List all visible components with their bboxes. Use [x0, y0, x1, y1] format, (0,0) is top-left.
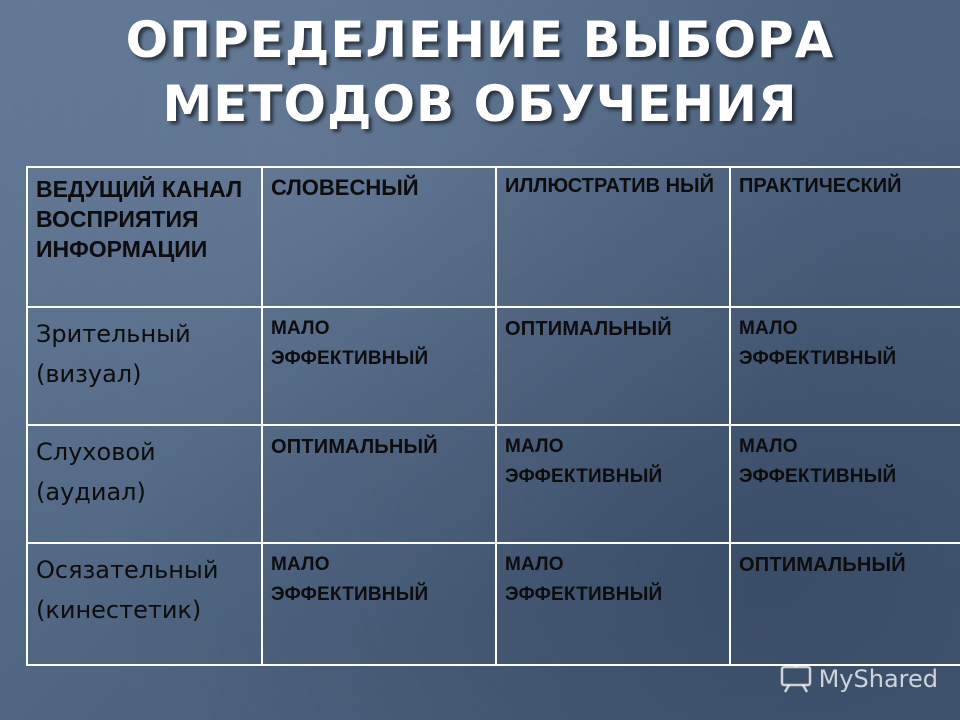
value-cell: ОПТИМАЛЬНЫЙ — [730, 543, 960, 665]
title-line-1: ОПРЕДЕЛЕНИЕ ВЫБОРА — [125, 11, 835, 69]
header-cell-illustrative: ИЛЛЮСТРАТИВ НЫЙ — [496, 167, 730, 307]
title-line-2: МЕТОДОВ ОБУЧЕНИЯ — [162, 75, 798, 133]
header-cell-channel: ВЕДУЩИЙ КАНАЛ ВОСПРИЯТИЯ ИНФОРМАЦИИ — [27, 167, 262, 307]
slide-title — [0, 8, 960, 136]
watermark-text: MyShared — [818, 665, 938, 693]
channel-cell: Осязательный (кинестетик) — [27, 543, 262, 665]
header-cell-verbal: СЛОВЕСНЫЙ — [262, 167, 496, 307]
value-cell: МАЛО ЭФФЕКТИВНЫЙ — [730, 307, 960, 425]
table-row — [27, 543, 960, 665]
header-cell-practical: ПРАКТИЧЕСКИЙ — [730, 167, 960, 307]
value-cell: МАЛО ЭФФЕКТИВНЫЙ — [262, 307, 496, 425]
channel-cell: Слуховой (аудиал) — [27, 425, 262, 543]
table-row — [27, 425, 960, 543]
table-header-row — [27, 167, 960, 307]
value-cell: ОПТИМАЛЬНЫЙ — [262, 425, 496, 543]
methods-table — [26, 166, 960, 666]
value-cell: ОПТИМАЛЬНЫЙ — [496, 307, 730, 425]
table-row — [27, 307, 960, 425]
watermark — [779, 664, 938, 694]
value-cell: МАЛО ЭФФЕКТИВНЫЙ — [262, 543, 496, 665]
value-cell: МАЛО ЭФФЕКТИВНЫЙ — [730, 425, 960, 543]
value-cell: МАЛО ЭФФЕКТИВНЫЙ — [496, 543, 730, 665]
presentation-board-icon — [779, 664, 813, 694]
channel-cell: Зрительный (визуал) — [27, 307, 262, 425]
value-cell: МАЛО ЭФФЕКТИВНЫЙ — [496, 425, 730, 543]
